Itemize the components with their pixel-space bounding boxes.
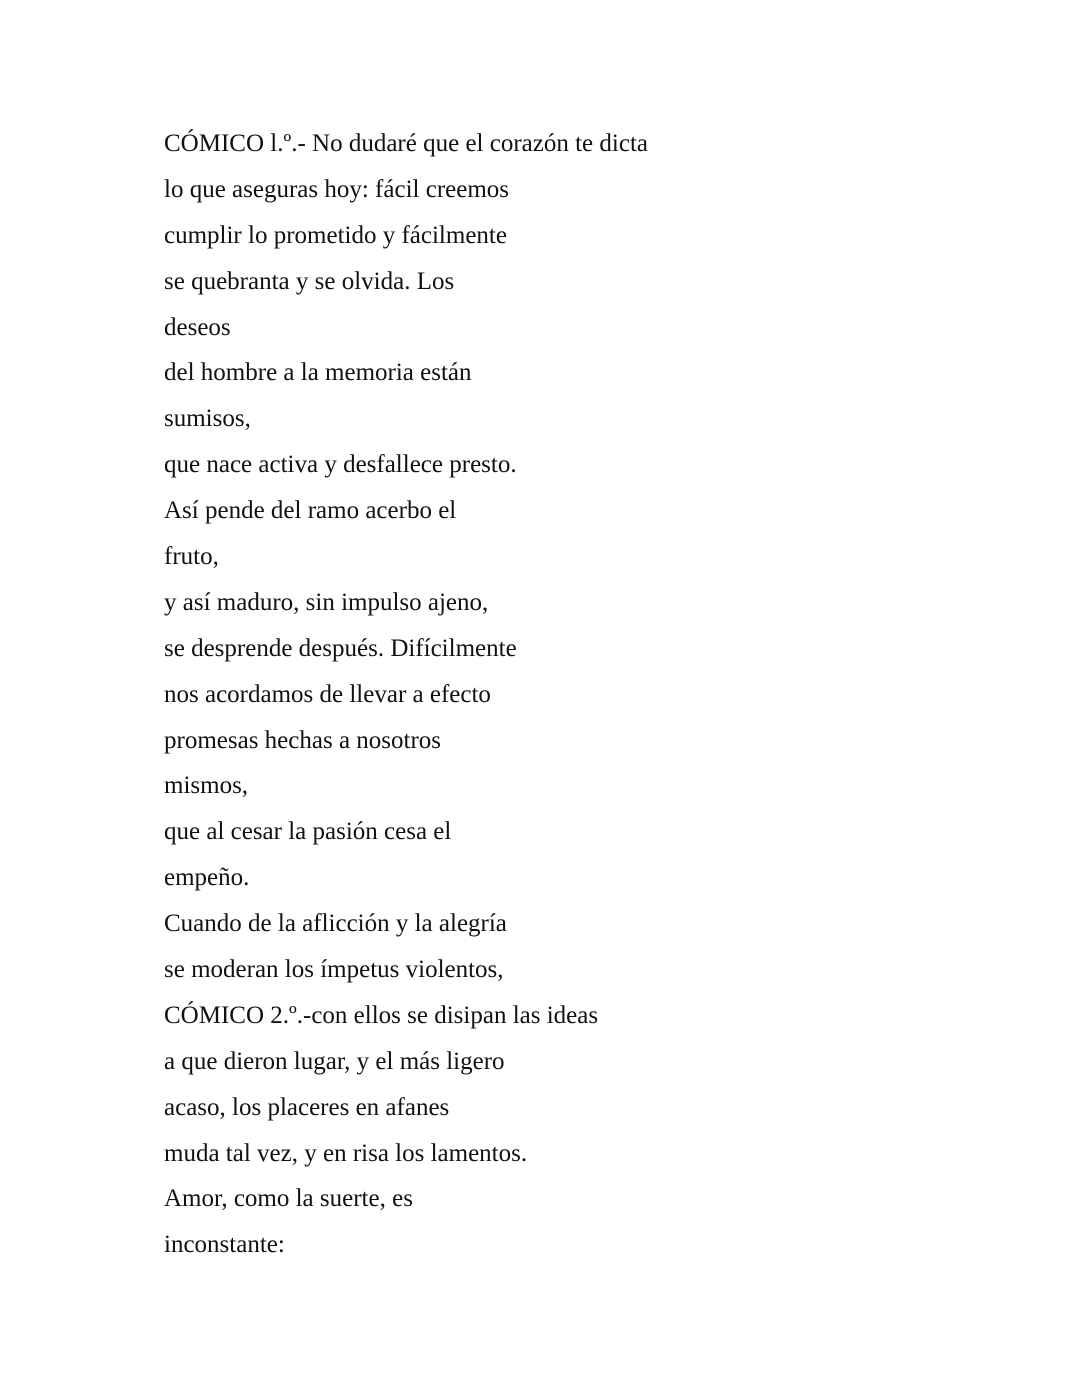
- text-line: deseos: [164, 313, 231, 341]
- text-line: y así maduro, sin impulso ajeno,: [164, 588, 489, 616]
- text-line: a que dieron lugar, y el más ligero: [164, 1047, 505, 1075]
- text-line: del hombre a la memoria están: [164, 359, 472, 387]
- text-line: promesas hechas a nosotros: [164, 726, 442, 754]
- text-line: mismos,: [164, 772, 249, 800]
- text-line: inconstante:: [164, 1231, 285, 1259]
- text-line: sumisos,: [164, 405, 251, 433]
- text-line: se desprende después. Difícilmente: [164, 634, 517, 662]
- text-line: que al cesar la pasión cesa el: [164, 818, 452, 846]
- text-line: CÓMICO 2.º.-con ellos se disipan las ideas: [164, 1001, 599, 1029]
- text-line: se quebranta y se olvida. Los: [164, 267, 455, 295]
- text-line: cumplir lo prometido y fácilmente: [164, 221, 507, 249]
- text-line: acaso, los placeres en afanes: [164, 1093, 450, 1121]
- text-line: fruto,: [164, 543, 219, 571]
- text-line: empeño.: [164, 864, 250, 892]
- text-line: Cuando de la aflicción y la alegría: [164, 910, 507, 938]
- text-line: Así pende del ramo acerbo el: [164, 497, 457, 525]
- text-line: se moderan los ímpetus violentos,: [164, 956, 504, 984]
- text-line: lo que aseguras hoy: fácil creemos: [164, 175, 510, 203]
- text-line: que nace activa y desfallece presto.: [164, 451, 517, 479]
- text-line: Amor, como la suerte, es: [164, 1185, 413, 1213]
- text-line: nos acordamos de llevar a efecto: [164, 680, 491, 708]
- text-line: muda tal vez, y en risa los lamentos.: [164, 1139, 528, 1167]
- text-line: CÓMICO l.º.- No dudaré que el corazón te dicta: [164, 130, 648, 157]
- poem-text-block: [164, 124, 964, 1271]
